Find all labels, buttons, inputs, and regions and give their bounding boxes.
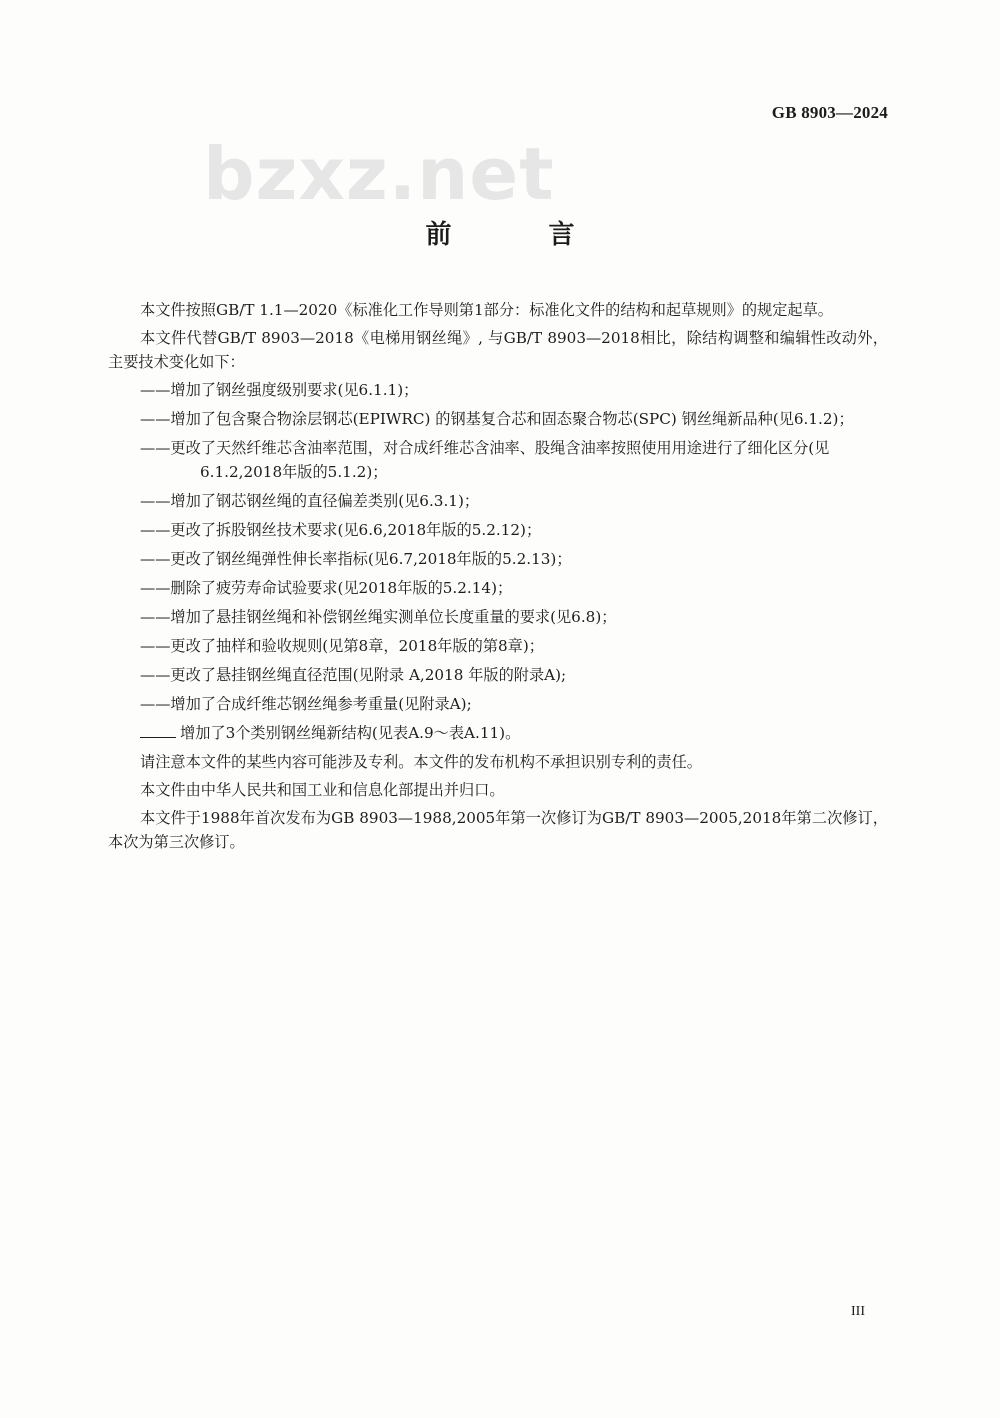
list-dash: —— bbox=[140, 381, 171, 399]
change-list bbox=[108, 378, 888, 745]
list-dash: —— bbox=[140, 579, 171, 597]
list-item-text: 更改了拆股钢丝技术要求(见6.6,2018年版的5.2.12)； bbox=[170, 521, 542, 539]
paragraph-patent-notice: 请注意本文件的某些内容可能涉及专利。本文件的发布机构不承担识别专利的责任。 bbox=[140, 753, 702, 771]
paragraph-history: 本文件于1988年首次发布为GB 8903—1988,2005年第一次修订为GB/T 8903—2005,2018年第二次修订，本次为第三次修订。 bbox=[108, 809, 888, 851]
preface-body bbox=[108, 298, 888, 858]
list-item bbox=[140, 378, 888, 402]
list-item-text: 增加了钢丝强度级别要求(见6.1.1)； bbox=[170, 381, 419, 399]
list-item bbox=[140, 721, 888, 745]
list-item-text: 增加了合成纤维芯钢丝绳参考重量(见附录A); bbox=[170, 695, 472, 713]
list-item-text: 增加了悬挂钢丝绳和补偿钢丝绳实测单位长度重量的要求(见6.8)； bbox=[170, 608, 617, 626]
paragraph-drafting-rules: 本文件按照GB/T 1.1—2020《标准化工作导则第1部分：标准化文件的结构和起草规则》的规定起草。 bbox=[140, 301, 833, 319]
list-item-text: 更改了抽样和验收规则(见第8章，2018年版的第8章)； bbox=[170, 637, 544, 655]
list-dash: —— bbox=[140, 550, 171, 568]
list-item bbox=[140, 518, 888, 542]
list-item-text: 增加了包含聚合物涂层钢芯(EPIWRC) 的钢基复合芯和固态聚合物芯(SPC) 钢丝绳新品种(见6.1.2)； bbox=[170, 410, 854, 428]
list-dash bbox=[140, 721, 176, 738]
list-item bbox=[140, 489, 888, 513]
list-item-text: 更改了钢丝绳弹性伸长率指标(见6.7,2018年版的5.2.13)； bbox=[170, 550, 572, 568]
page-title: 前 言 bbox=[425, 220, 619, 250]
paragraph-proposer: 本文件由中华人民共和国工业和信息化部提出并归口。 bbox=[140, 781, 505, 799]
list-dash: —— bbox=[140, 492, 171, 510]
list-item-text: 删除了疲劳寿命试验要求(见2018年版的5.2.14)； bbox=[170, 579, 513, 597]
list-item bbox=[140, 436, 888, 484]
list-item-text: 增加了3个类别钢丝绳新结构(见表A.9～表A.11)。 bbox=[180, 724, 521, 742]
watermark: bzxz.net bbox=[203, 132, 555, 216]
list-dash: —— bbox=[140, 410, 171, 428]
list-item bbox=[140, 576, 888, 600]
page-number: III bbox=[851, 1304, 865, 1319]
list-item-text: 更改了悬挂钢丝绳直径范围(见附录 A,2018 年版的附录A); bbox=[170, 666, 567, 684]
list-dash: —— bbox=[140, 439, 171, 457]
list-dash: —— bbox=[140, 637, 171, 655]
list-item bbox=[140, 634, 888, 658]
paragraph-replacement: 本文件代替GB/T 8903—2018《电梯用钢丝绳》, 与GB/T 8903—2018相比，除结构调整和编辑性改动外，主要技术变化如下： bbox=[108, 329, 888, 371]
list-item bbox=[140, 663, 888, 687]
list-dash: —— bbox=[140, 608, 171, 626]
list-dash: —— bbox=[140, 695, 171, 713]
document-code: GB 8903—2024 bbox=[771, 103, 888, 122]
list-dash: —— bbox=[140, 666, 171, 684]
list-item-text: 增加了钢芯钢丝绳的直径偏差类别(见6.3.1)； bbox=[170, 492, 480, 510]
list-item-text: 更改了天然纤维芯含油率范围，对合成纤维芯含油率、股绳含油率按照使用用途进行了细化区分(见6.1.2,2018年版的5.1.2)； bbox=[170, 439, 830, 481]
list-item bbox=[140, 605, 888, 629]
list-dash: —— bbox=[140, 521, 171, 539]
list-item bbox=[140, 692, 888, 716]
list-item bbox=[140, 407, 888, 431]
list-item bbox=[140, 547, 888, 571]
